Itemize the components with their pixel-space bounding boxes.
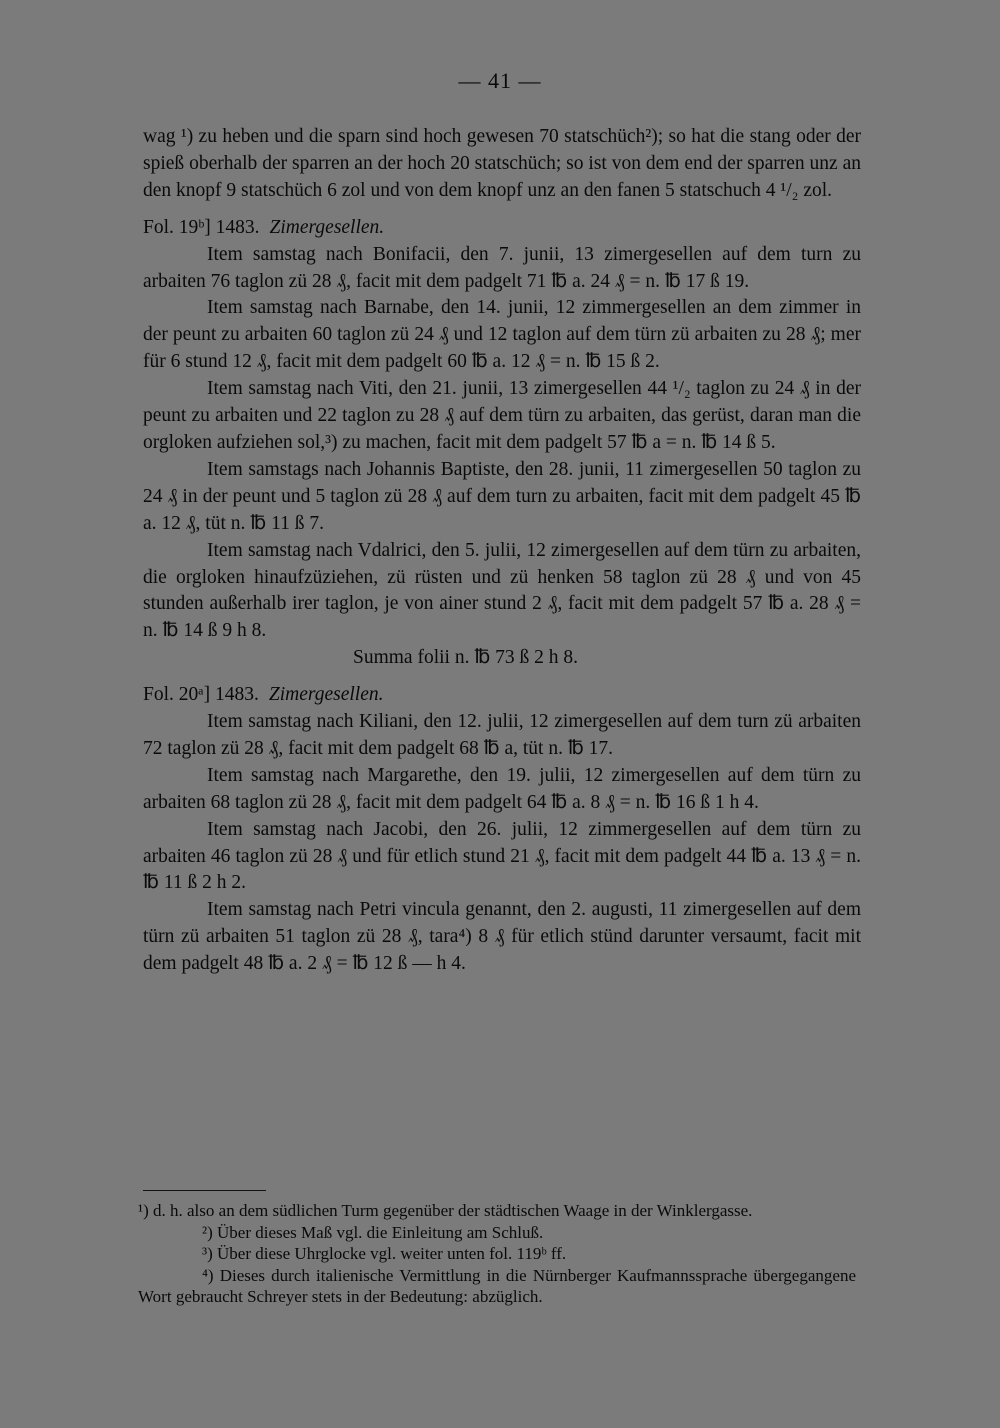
entry-paragraph: Item samstag nach Margarethe, den 19. julii, 12 zimergesellen auf dem türn zu arbaiten 68 taglon zü 28 ₰, facit mit dem padgelt 64 ℔ a. 8 ₰ = n. ℔ 16 ß 1 h 4.	[143, 764, 861, 813]
summa-line: Summa folii n. ℔ 73 ß 2 h 8.	[353, 647, 579, 669]
footnote-4: ⁴) Dieses durch italienische Vermittlung in die Nürnberger Kaufmannssprache übergegangene Wort gebraucht Schreyer stets in der Bedeutung: abzüglich.	[138, 1265, 856, 1307]
entry-paragraph: Item samstags nach Johannis Baptiste, den 28. junii, 11 zimergesellen 50 taglon zu 24 ₰ in der peunt und 5 taglon zü 28 ₰ auf dem turn zu arbaiten, facit mit dem padgelt 45 ℔ a. 12 ₰, tüt n. ℔ 11 ß 7.	[143, 458, 861, 534]
section-heading-ref: Fol. 19ᵇ] 1483.	[143, 216, 260, 238]
main-text	[143, 124, 861, 978]
page-number: — 41 —	[458, 68, 542, 93]
intro-paragraph: wag ¹) zu heben und die sparn sind hoch gewesen 70 statschüch²); so hat die stang oder der spieß oberhalb der sparren an der hoch 20 statschüch; so ist von dem end der sparren unz an den knopf 9 statschüch 6 zol und von dem knopf unz an den fanen 5 statschuch 4 ¹/₂ zol.	[143, 126, 861, 201]
entry-paragraph: Item samstag nach Petri vincula genannt, den 2. augusti, 11 zimergesellen auf dem türn zü arbaiten 51 taglon zü 28 ₰, tara⁴) 8 ₰ für etlich stünd darunter versaumt, facit mit dem padgelt 48 ℔ a. 2 ₰ = ℔ 12 ß — h 4.	[143, 899, 861, 975]
entry-paragraph: Item samstag nach Barnabe, den 14. junii, 12 zimmergesellen an dem zimmer in der peunt zu arbaiten 60 taglon zü 24 ₰ und 12 taglon auf dem türn zü arbaiten zu 28 ₰; mer für 6 stund 12 ₰, facit mit dem padgelt 60 ℔ a. 12 ₰ = n. ℔ 15 ß 2.	[143, 297, 861, 373]
section-heading-fol-20a	[143, 682, 861, 709]
footnotes	[138, 1200, 856, 1308]
entry-paragraph: Item samstag nach Kiliani, den 12. julii, 12 zimergesellen auf dem turn zü arbaiten 72 taglon zü 28 ₰, facit mit dem padgelt 68 ℔ a, tüt n. ℔ 17.	[143, 711, 861, 759]
section-heading-fol-19b	[143, 215, 861, 242]
footnote-3: ³) Über diese Uhrglocke vgl. weiter unten fol. 119ᵇ ff.	[202, 1244, 567, 1264]
footnote-divider	[143, 1190, 266, 1191]
entry-paragraph: Item samstag nach Jacobi, den 26. julii, 12 zimmergesellen auf dem türn zu arbaiten 46 taglon zü 28 ₰ und für etlich stund 21 ₰, facit mit dem padgelt 44 ℔ a. 13 ₰ = n. ℔ 11 ß 2 h 2.	[143, 818, 861, 894]
section-heading-title: Zimergesellen.	[268, 684, 384, 706]
entry-paragraph: Item samstag nach Vdalrici, den 5. julii, 12 zimergesellen auf dem türn zu arbaiten, die orgloken hinaufzüziehen, zü rüsten und zü henken 58 taglon zü 28 ₰ und von 45 stunden außerhalb irer taglon, je von ainer stund 2 ₰, facit mit dem padgelt 57 ℔ a. 28 ₰ = n. ℔ 14 ß 9 h 8.	[143, 539, 861, 642]
section-heading-ref: Fol. 20ᵃ] 1483.	[143, 684, 259, 706]
footnote-2: ²) Über dieses Maß vgl. die Einleitung am Schluß.	[202, 1222, 544, 1242]
entry-paragraph: Item samstag nach Viti, den 21. junii, 13 zimergesellen 44 ¹/₂ taglon zu 24 ₰ in der peunt zu arbaiten und 22 taglon zu 28 ₰ auf dem türn zu arbaiten, das gerüst, daran man die orgloken aufziehen sol,³) zu machen, facit mit dem padgelt 57 ℔ a = n. ℔ 14 ß 5.	[143, 378, 861, 453]
section-heading-title: Zimergesellen.	[269, 216, 385, 238]
entry-paragraph: Item samstag nach Bonifacii, den 7. junii, 13 zimergesellen auf dem turn zu arbaiten 76 taglon zü 28 ₰, facit mit dem padgelt 71 ℔ a. 24 ₰ = n. ℔ 17 ß 19.	[143, 243, 861, 292]
footnote-1: ¹) d. h. also an dem südlichen Turm gegenüber der städtischen Waage in der Winklergasse.	[138, 1201, 753, 1220]
